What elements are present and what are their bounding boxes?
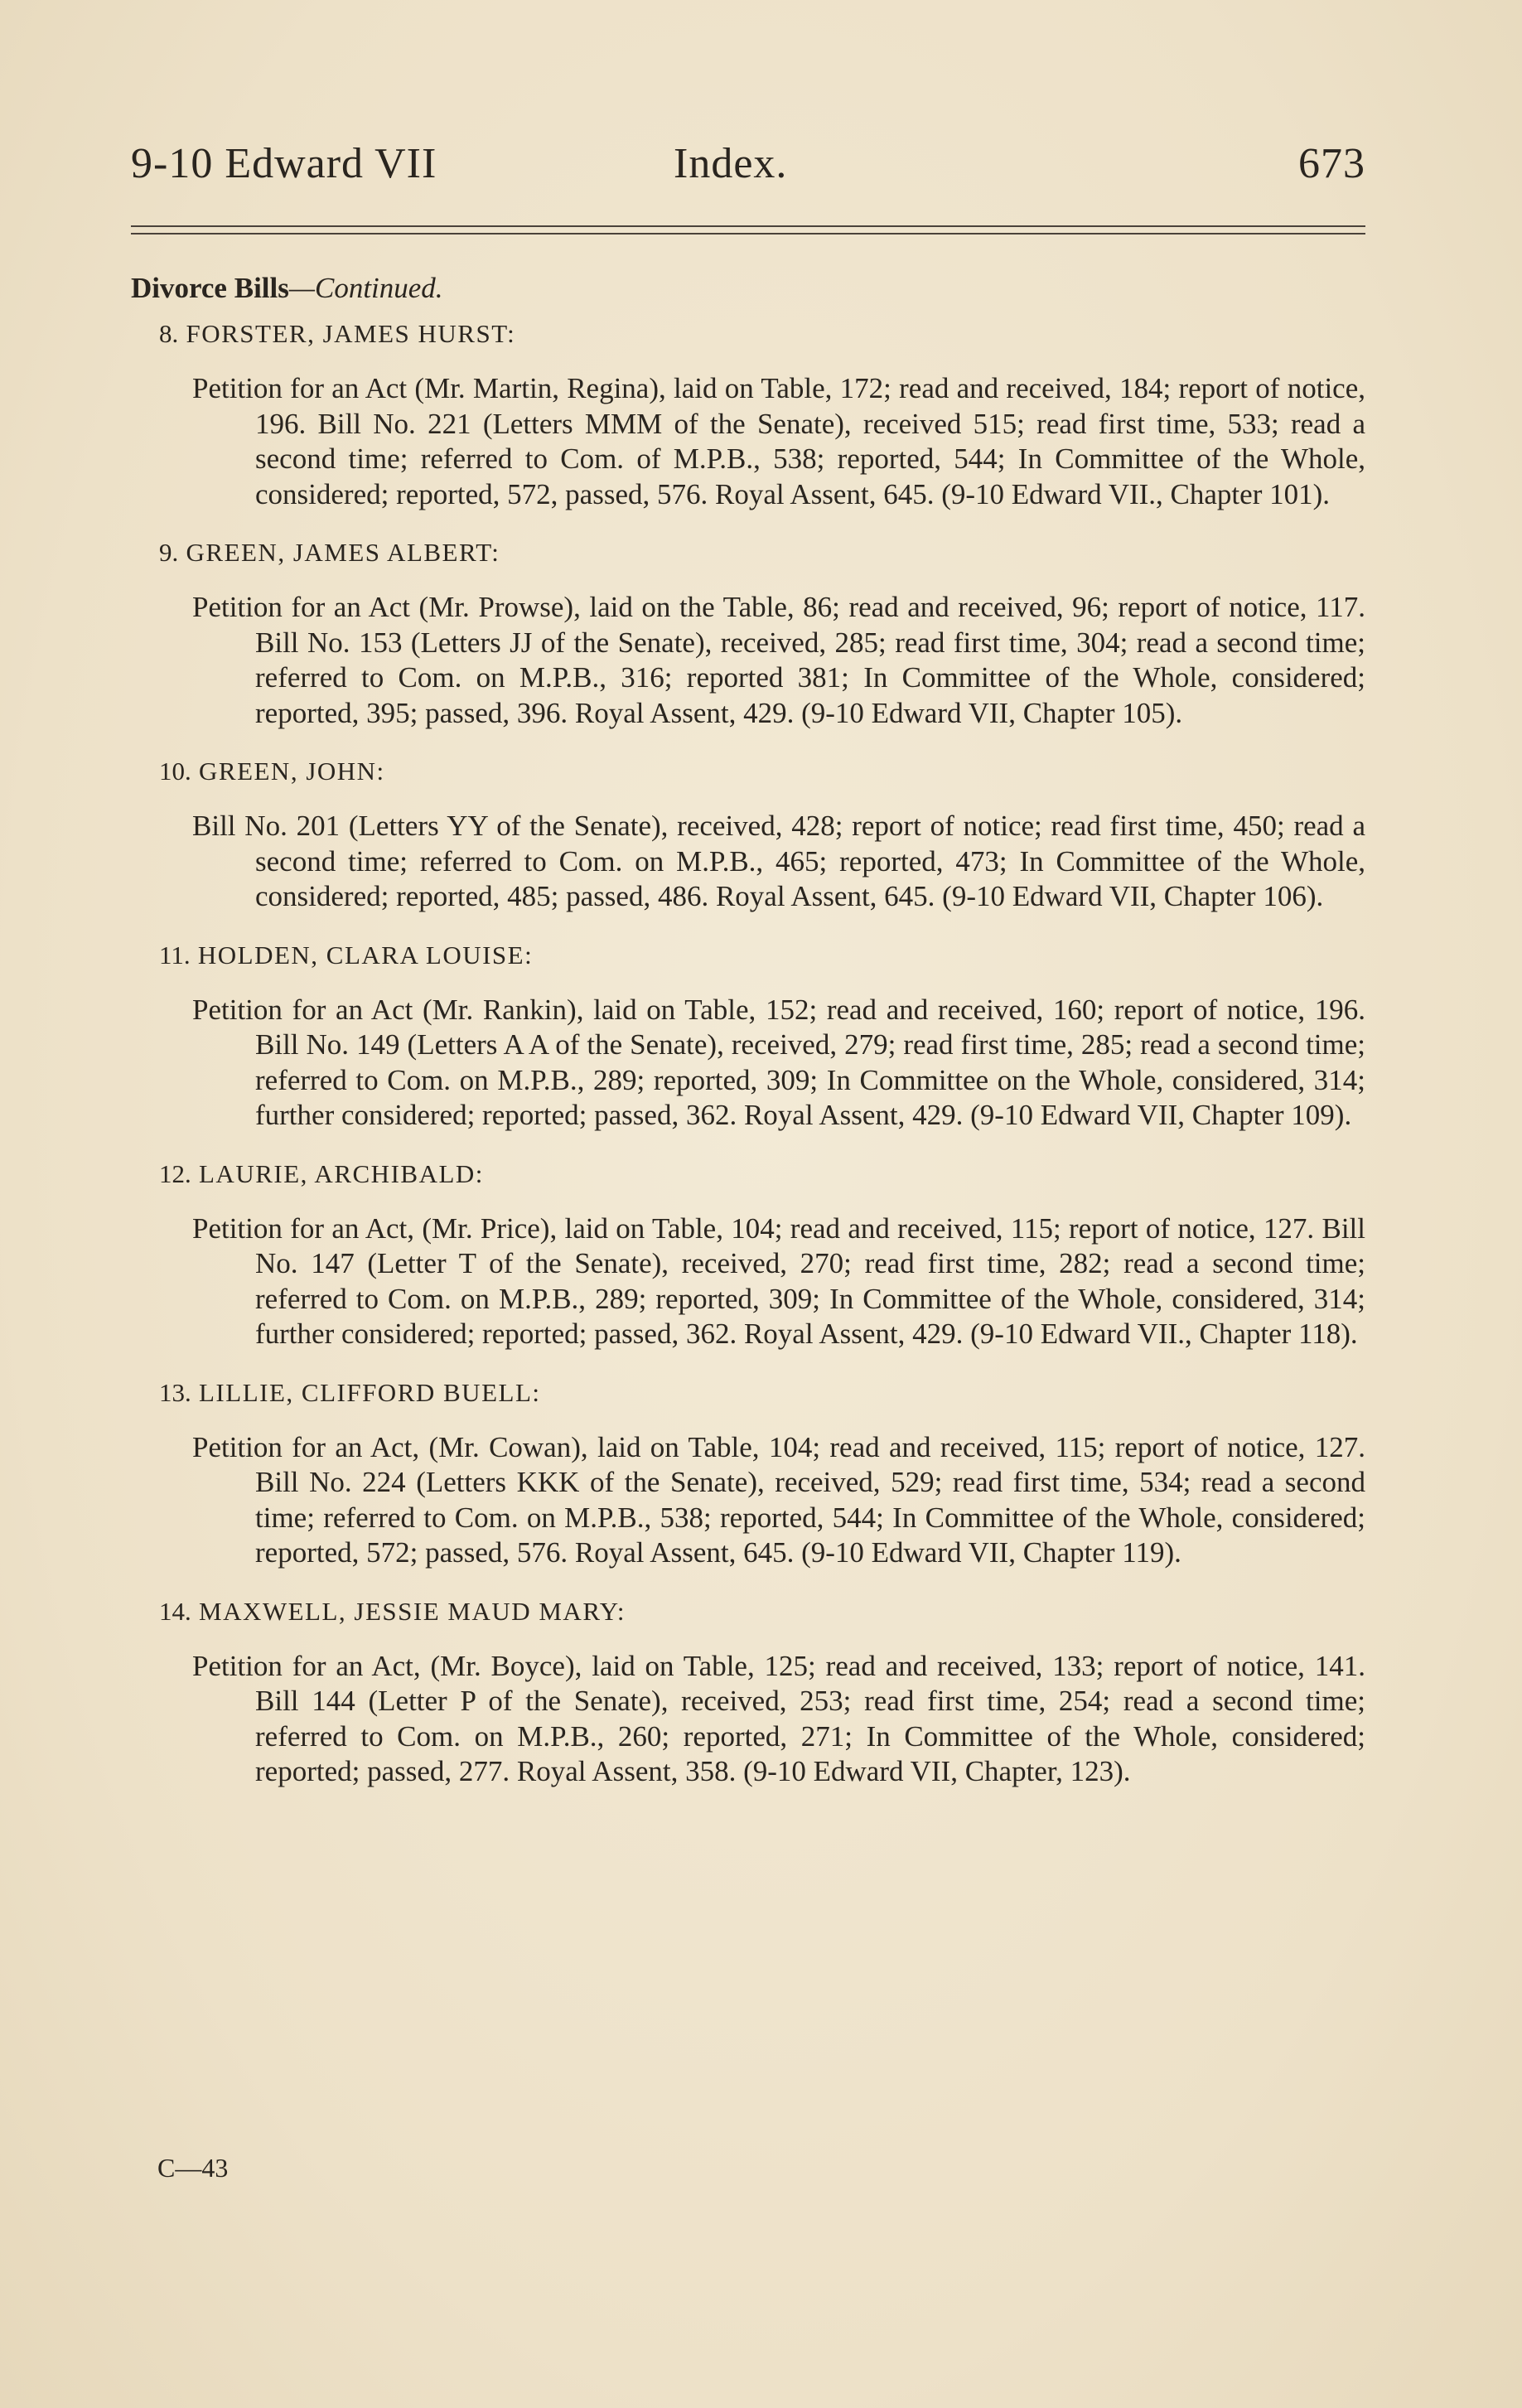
entry-number: 8. [159, 319, 179, 348]
index-entry [131, 1155, 1365, 1352]
index-entry [131, 1593, 1365, 1790]
running-head-title: Index. [674, 140, 788, 187]
entry-text: Bill No. 201 (Letters YY of the Senate), received, 428; report of notice; read first time, 450; read a second time; referred to Com. on M.P.B., 465; reported, 473; In Committee of the Whole, considered; reported, 485; passed, 486. Royal Assent, 645. (9-10 Edward VII, Chapter 106). [192, 810, 1365, 912]
index-entry [131, 752, 1365, 915]
page-number: 673 [1298, 140, 1365, 187]
entry-text: Petition for an Act (Mr. Prowse), laid on the Table, 86; read and received, 96; report of notice, 117. Bill No. 153 (Letters JJ of the Senate), received, 285; read first time, 304; read a second time; referred to Com. on M.P.B., 316; reported 381; In Committee of the Whole, considered; reported, 395; passed, 396. Royal Assent, 429. (9-10 Edward VII, Chapter 105). [192, 591, 1365, 729]
entry-number: 11. [159, 940, 191, 969]
entry-name: HOLDEN, CLARA LOUISE: [197, 940, 534, 969]
signature-mark: C—43 [157, 2153, 229, 2183]
entry-heading [159, 752, 1365, 791]
entry-name: FORSTER, JAMES HURST: [186, 319, 516, 348]
index-entry [131, 1374, 1365, 1571]
index-entry [131, 936, 1365, 1134]
entry-number: 14. [159, 1596, 191, 1626]
entry-name: GREEN, JOHN: [199, 757, 385, 786]
entry-name: GREEN, JAMES ALBERT: [186, 538, 500, 567]
entry-number: 9. [159, 538, 179, 567]
header-rule-bottom [131, 233, 1365, 235]
header-rule-top [131, 225, 1365, 227]
entry-text: Petition for an Act, (Mr. Boyce), laid on Table, 125; read and received, 133; report of notice, 141. Bill 144 (Letter P of the Senate), received, 253; read first time, 254; read a second time; referred to Com. on M.P.B., 260; reported, 271; In Committee of the Whole, considered; reported; passed, 277. Royal Assent, 358. (9-10 Edward VII, Chapter, 123). [192, 1649, 1365, 1787]
entry-heading [159, 1593, 1365, 1631]
entry-number: 12. [159, 1158, 191, 1188]
entry-heading [159, 1155, 1365, 1193]
entry-number: 10. [159, 757, 191, 786]
section-heading [131, 272, 443, 305]
entry-name: LAURIE, ARCHIBALD: [199, 1158, 484, 1188]
index-entries [131, 315, 1365, 1811]
section-title: Divorce Bills [131, 272, 289, 304]
entry-text: Petition for an Act, (Mr. Cowan), laid on Table, 104; read and received, 115; report of notice, 127. Bill No. 224 (Letters KKK of the Senate), received, 529; read first time, 534; read a second time; referred to Com. on M.P.B., 538; reported, 544; In Committee of the Whole, considered; reported, 572; passed, 576. Royal Assent, 645. (9-10 Edward VII, Chapter 119). [192, 1430, 1365, 1569]
entry-heading [159, 1374, 1365, 1412]
section-continuation: —Continued. [288, 272, 443, 304]
entry-heading [159, 936, 1365, 974]
entry-heading [159, 534, 1365, 572]
entry-text: Petition for an Act (Mr. Martin, Regina), laid on Table, 172; read and received, 184; report of notice, 196. Bill No. 221 (Letters MMM of the Senate), received 515; read first time, 533; read a second time; referred to Com. of M.P.B., 538; reported, 544; In Committee of the Whole, considered; reported, 572, passed, 576. Royal Assent, 645. (9-10 Edward VII., Chapter 101). [192, 372, 1365, 510]
index-entry [131, 315, 1365, 512]
entry-heading [159, 315, 1365, 353]
entry-name: LILLIE, CLIFFORD BUELL: [199, 1377, 541, 1407]
entry-name: MAXWELL, JESSIE MAUD MARY: [199, 1596, 626, 1626]
entry-number: 13. [159, 1377, 191, 1407]
index-entry [131, 534, 1365, 731]
running-head-left: 9-10 Edward VII [131, 140, 437, 187]
entry-text: Petition for an Act (Mr. Rankin), laid on Table, 152; read and received, 160; report of notice, 196. Bill No. 149 (Letters A A of the Senate), received, 279; read first time, 285; read a second time; referred to Com. on M.P.B., 289; reported, 309; In Committee on the Whole, considered, 314; further considered; reported; passed, 362. Royal Assent, 429. (9-10 Edward VII, Chapter 109). [192, 993, 1365, 1131]
entry-text: Petition for an Act, (Mr. Price), laid on Table, 104; read and received, 115; report of notice, 127. Bill No. 147 (Letter T of the Senate), received, 270; read first time, 282; read a second time; referred to Com. on M.P.B., 289; reported, 309; In Committee of the Whole, considered, 314; further considered; reported; passed, 362. Royal Assent, 429. (9-10 Edward VII., Chapter 118). [192, 1211, 1365, 1350]
